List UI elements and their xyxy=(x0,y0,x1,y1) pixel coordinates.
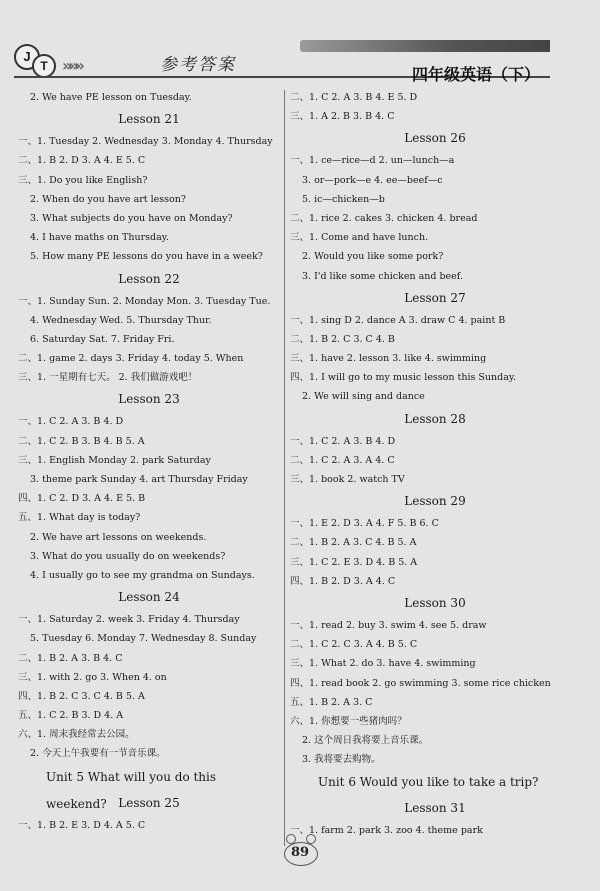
answer-line: 一、1. C 2. A 3. B 4. D xyxy=(290,435,396,447)
answer-line: 2. Would you like some pork? xyxy=(302,251,444,263)
lesson-heading: Lesson 30 xyxy=(404,595,466,610)
answer-line: 二、1. B 2. A 3. C 4. B 5. A xyxy=(290,537,417,549)
answer-line: 二、1. C 2. C 3. A 4. B 5. C xyxy=(290,639,418,651)
answer-line: 一、1. read 2. buy 3. swim 4. see 5. draw xyxy=(290,619,487,631)
answer-line: 三、1. A 2. B 3. B 4. C xyxy=(290,111,395,123)
lesson-heading: Lesson 28 xyxy=(404,411,466,426)
column-divider xyxy=(284,90,285,846)
answer-line: 2. We have PE lesson on Tuesday. xyxy=(30,92,192,103)
answer-line: 二、1. B 2. C 3. C 4. B xyxy=(290,333,395,345)
answer-line: 三、1. with 2. go 3. When 4. on xyxy=(18,671,167,683)
answer-line: 5. How many PE lessons do you have in a week? xyxy=(30,251,263,263)
left-column xyxy=(18,88,280,835)
unit-heading: Unit 5 What will you do this weekend? xyxy=(46,769,217,811)
answer-line: 2. We will sing and dance xyxy=(302,391,425,403)
answer-line: 四、1. C 2. D 3. A 4. E 5. B xyxy=(18,493,146,505)
page-number-badge xyxy=(272,840,328,866)
answer-line: 二、1. C 2. A 3. A 4. C xyxy=(290,454,395,466)
unit-heading: Unit 6 Would you like to take a trip? xyxy=(318,775,539,790)
answer-line: 一、1. C 2. A 3. B 4. D xyxy=(18,416,124,428)
lesson-heading: Lesson 25 xyxy=(118,795,180,810)
answer-line: 5. ic—chicken—b xyxy=(302,193,385,205)
lesson-heading: Lesson 22 xyxy=(118,271,180,286)
answer-line: 一、1. sing D 2. dance A 3. draw C 4. paint B xyxy=(290,314,506,326)
lesson-heading: Lesson 26 xyxy=(404,131,466,146)
answer-line: 一、1. E 2. D 3. A 4. F 5. B 6. C xyxy=(290,518,439,530)
answer-line: 3. What subjects do you have on Monday? xyxy=(30,212,233,224)
answer-line: 3. I'd like some chicken and beef. xyxy=(302,270,463,282)
answer-line: 四、1. B 2. D 3. A 4. C xyxy=(290,575,396,587)
answer-line: 3. 我将要去购物。 xyxy=(302,754,381,766)
answer-line: 二、1. B 2. D 3. A 4. E 5. C xyxy=(18,155,146,167)
answer-line: 二、1. C 2. B 3. B 4. B 5. A xyxy=(18,435,145,447)
answer-line: 4. I have maths on Thursday. xyxy=(30,232,169,244)
answer-line: 三、1. have 2. lesson 3. like 4. swimming xyxy=(290,353,487,365)
answer-line: 五、1. What day is today? xyxy=(18,512,141,524)
lesson-heading: Lesson 27 xyxy=(404,290,466,305)
answer-line: 二、1. C 2. A 3. B 4. E 5. D xyxy=(290,92,418,103)
answer-line: 2. We have art lessons on weekends. xyxy=(30,531,207,543)
lesson-heading: Lesson 31 xyxy=(404,801,466,816)
answer-line: 2. 今天上午我要有一节音乐课。 xyxy=(30,748,166,760)
answer-line: 3. or—pork—e 4. ee—beef—c xyxy=(302,174,443,186)
answer-line: 6. Saturday Sat. 7. Friday Fri. xyxy=(30,333,175,345)
answer-line: 六、1. 周末我经常去公园。 xyxy=(18,729,135,741)
answer-line: 三、1. 一星期有七天。 2. 我们做游戏吧！ xyxy=(18,372,198,384)
answer-line: 三、1. What 2. do 3. have 4. swimming xyxy=(290,658,476,670)
header-band xyxy=(300,40,550,52)
answer-line: 5. Tuesday 6. Monday 7. Wednesday 8. Sunday xyxy=(30,633,257,645)
answer-line: 二、1. B 2. A 3. B 4. C xyxy=(18,652,123,664)
answer-line: 4. Wednesday Wed. 5. Thursday Thur. xyxy=(30,314,212,326)
page-header xyxy=(0,0,600,90)
answer-line: 六、1. 你想要一些猪肉吗？ xyxy=(290,715,407,727)
answer-line: 四、1. I will go to my music lesson this Sunday. xyxy=(290,372,517,384)
answer-line: 一、1. ce—rice—d 2. un—lunch—a xyxy=(290,155,455,167)
right-column xyxy=(290,88,580,841)
logo-t: T xyxy=(32,54,56,78)
answer-line: 2. 这个周日我将要上音乐课。 xyxy=(302,735,429,747)
answer-line: 五、1. B 2. A 3. C xyxy=(290,696,373,708)
answer-line: 四、1. B 2. C 3. C 4. B 5. A xyxy=(18,690,145,702)
answer-line: 三、1. Come and have lunch. xyxy=(290,232,429,244)
answer-line: 2. When do you have art lesson? xyxy=(30,193,186,205)
logo-j: J xyxy=(14,44,40,70)
answer-line: 3. theme park Sunday 4. art Thursday Friday xyxy=(30,474,248,485)
answer-line: 3. What do you usually do on weekends? xyxy=(30,550,226,562)
answer-line: 一、1. Tuesday 2. Wednesday 3. Monday 4. Thursday xyxy=(18,136,273,148)
answer-line: 三、1. book 2. watch TV xyxy=(290,474,405,485)
arrows-icon: »»» xyxy=(62,56,82,75)
answer-line: 三、1. Do you like English? xyxy=(18,174,148,186)
lesson-heading: Lesson 23 xyxy=(118,392,180,407)
grade-subject-title: 四年级英语（下） xyxy=(411,65,540,84)
answer-line: 一、1. Sunday Sun. 2. Monday Mon. 3. Tuesday Tue. xyxy=(18,295,271,307)
lesson-heading: Lesson 24 xyxy=(118,590,180,605)
answer-line: 五、1. C 2. B 3. D 4. A xyxy=(18,710,124,722)
answer-line: 二、1. game 2. days 3. Friday 4. today 5. When xyxy=(18,353,244,365)
jt-logo-icon xyxy=(14,44,64,74)
lesson-heading: Lesson 29 xyxy=(404,494,466,509)
answer-line: 三、1. C 2. E 3. D 4. B 5. A xyxy=(290,556,418,568)
lesson-heading: Lesson 21 xyxy=(118,112,180,127)
answer-line: 一、1. farm 2. park 3. zoo 4. theme park xyxy=(290,825,483,837)
answer-key-title: 参考答案 xyxy=(160,55,236,75)
answer-line: 4. I usually go to see my grandma on Sundays. xyxy=(30,569,255,581)
answer-line: 一、1. Saturday 2. week 3. Friday 4. Thursday xyxy=(18,614,240,626)
page-number: 89 xyxy=(290,845,310,860)
answer-line: 三、1. English Monday 2. park Saturday xyxy=(18,454,211,466)
answer-line: 二、1. rice 2. cakes 3. chicken 4. bread xyxy=(290,212,478,224)
answer-line: 四、1. read book 2. go swimming 3. some rice chicken xyxy=(290,677,551,689)
answer-line: 一、1. B 2. E 3. D 4. A 5. C xyxy=(18,819,146,831)
